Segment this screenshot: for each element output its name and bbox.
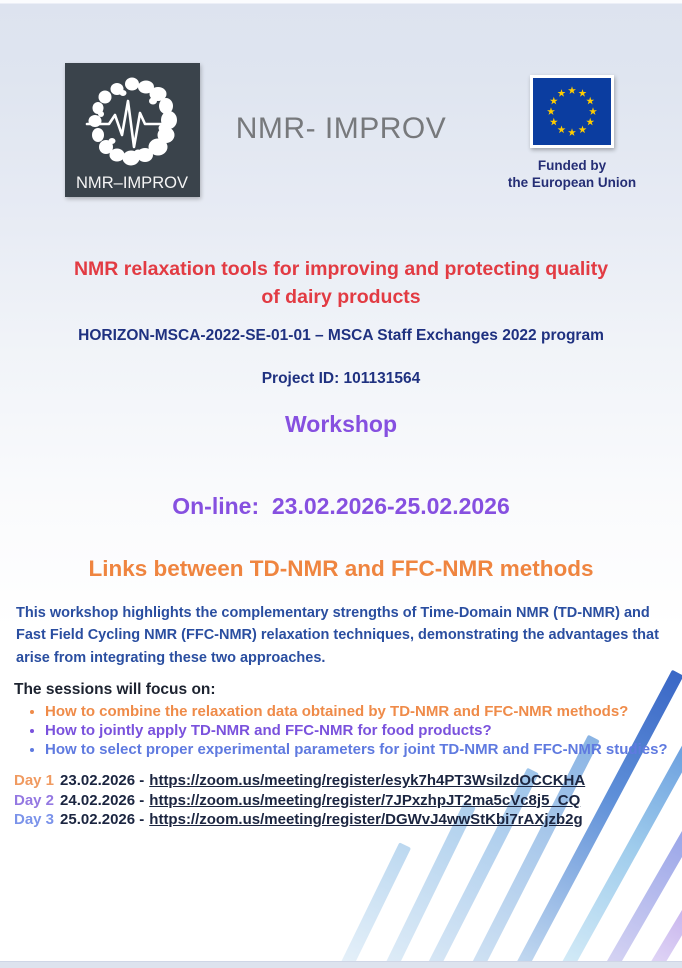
eu-flag-icon	[530, 75, 614, 148]
day-label: Day 3	[14, 811, 55, 828]
day3-registration-link[interactable]: https://zoom.us/meeting/register/DGWvJ4wwStKbi7rAXjzb2g	[149, 811, 583, 828]
sessions-section	[14, 681, 674, 759]
brand-title: NMR- IMPROV	[235, 112, 447, 145]
day2-registration-link[interactable]: https://zoom.us/meeting/register/7JPxzhpJT2ma5cVc8j5_CQ	[149, 791, 581, 809]
topic-heading: Links between TD-NMR and FFC-NMR methods	[88, 556, 594, 581]
day-label: Day 1	[14, 772, 55, 789]
main-title	[0, 255, 682, 311]
day-label: Day 2	[14, 791, 55, 809]
eu-funding-line2: the European Union	[507, 175, 637, 190]
schedule-heading: On-line: 23.02.2026-25.02.2026	[172, 493, 510, 519]
session-topic-item: • How to select proper experimental parameters for joint TD-NMR and FFC-NMR studies?	[45, 741, 674, 760]
day-date: 24.02.2026 -	[60, 791, 145, 809]
eu-funding-block	[490, 75, 654, 191]
program-name: HORIZON-MSCA-2022-SE-01-01 – MSCA Staff Exchanges 2022 program	[78, 327, 604, 344]
eu-funding-caption	[490, 157, 654, 191]
main-title-line1: NMR relaxation tools for improving and protecting quality	[73, 258, 609, 280]
eu-funding-line1: Funded by	[537, 158, 607, 173]
day-date: 23.02.2026 -	[60, 772, 145, 789]
main-title-line2: of dairy products	[261, 286, 421, 308]
day-row	[14, 771, 674, 791]
sessions-list	[14, 703, 674, 759]
bottom-edge-bar	[0, 961, 682, 968]
day1-registration-link[interactable]: https://zoom.us/meeting/register/esyk7h4PT3WsilzdOCCKHA	[149, 772, 586, 789]
day-date: 25.02.2026 -	[60, 811, 145, 828]
session-topic-item: • How to combine the relaxation data obtained by TD-NMR and FFC-NMR methods?	[45, 703, 674, 722]
registration-links-section	[14, 771, 674, 830]
day-row	[14, 810, 674, 830]
sessions-heading: The sessions will focus on:	[14, 681, 216, 698]
intro-paragraph: This workshop highlights the complementary strengths of Time-Domain NMR (TD-NMR) and Fast Field Cycling NMR (FFC-NMR) relaxation techniques, demonstrating the advantages that arise from integrating these two approaches.	[16, 605, 659, 666]
project-id: Project ID: 101131564	[261, 370, 421, 387]
session-topic-item: • How to jointly apply TD-NMR and FFC-NMR for food products?	[45, 722, 674, 741]
logo-wordmark: NMR–IMPROV	[76, 173, 189, 192]
event-type-heading: Workshop	[284, 411, 398, 437]
day-row	[14, 791, 674, 811]
